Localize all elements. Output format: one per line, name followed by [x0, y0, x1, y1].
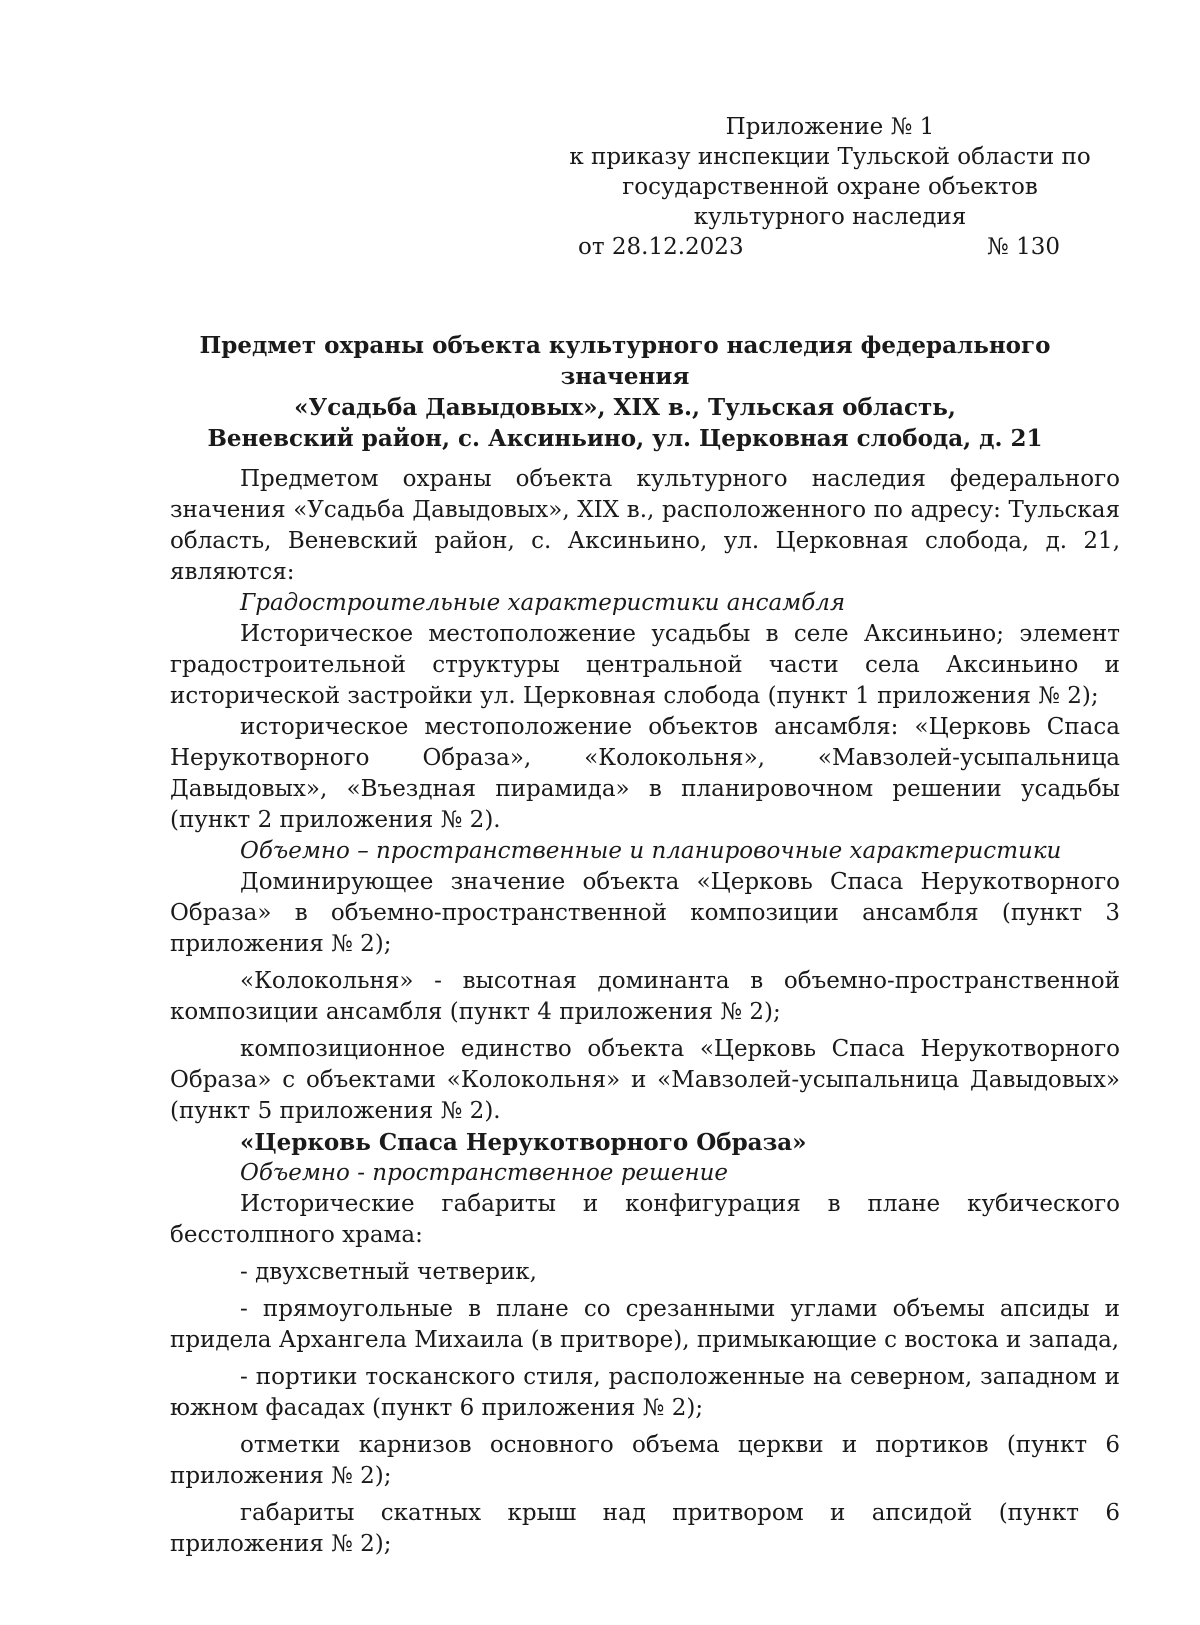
list-item: - портики тосканского стиля, расположенные на северном, западном и южном фасадах (пункт 6 приложения № 2); [170, 1364, 1120, 1421]
title-line-3: Веневский район, с. Аксиньино, ул. Церковная слобода, д. 21 [207, 425, 1043, 452]
title-line-1: Предмет охраны объекта культурного наследия федерального значения [199, 332, 1051, 390]
appendix-line-3: государственной охране объектов [622, 174, 1038, 200]
order-date: от 28.12.2023 [578, 234, 744, 260]
title-line-2: «Усадьба Давыдовых», XIX в., Тульская область, [294, 394, 956, 421]
paragraph: Исторические габариты и конфигурация в плане кубического бесстолпного храма: [170, 1191, 1120, 1248]
paragraph-intro: Предметом охраны объекта культурного наследия федерального значения «Усадьба Давыдовых», XIX в., расположенного по адресу: Тульская область, Веневский район, с. Аксиньино, ул. Церковная слобода, д. 21, являются: [170, 466, 1120, 585]
paragraph: историческое местоположение объектов ансамбля: «Церковь Спаса Нерукотворного Образа», «Колокольня», «Мавзолей-усыпальница Давыдовых», «Въездная пирамида» в планировочном решении усадьбы (пункт 2 приложения № 2). [170, 714, 1120, 833]
appendix-line-4: культурного наследия [693, 204, 967, 230]
paragraph: Историческое местоположение усадьбы в селе Аксиньино; элемент градостроительной структуры центральной части села Аксиньино и исторической застройки ул. Церковная слобода (пункт 1 приложения № 2); [170, 621, 1120, 709]
section-heading-church: «Церковь Спаса Нерукотворного Образа» [240, 1129, 807, 1156]
list-item: - прямоугольные в плане со срезанными углами объемы апсиды и придела Архангела Михаила (в притворе), примыкающие с востока и запада, [170, 1296, 1120, 1353]
document-body [170, 464, 1120, 1560]
subsection-heading-volume: Объемно - пространственное решение [240, 1160, 729, 1186]
document-title [150, 330, 1100, 454]
appendix-line-1: Приложение № 1 [725, 114, 935, 140]
paragraph: отметки карнизов основного объема церкви и портиков (пункт 6 приложения № 2); [170, 1432, 1120, 1489]
appendix-header [560, 112, 1100, 262]
appendix-line-2: к приказу инспекции Тульской области по [569, 144, 1091, 170]
order-date-line [560, 232, 1100, 262]
paragraph: Доминирующее значение объекта «Церковь Спаса Нерукотворного Образа» в объемно-пространственной композиции ансамбля (пункт 3 приложения № 2); [170, 869, 1120, 957]
order-number: № 130 [987, 234, 1060, 260]
list-item: - двухсветный четверик, [240, 1259, 537, 1285]
paragraph: габариты скатных крыш над притвором и апсидой (пункт 6 приложения № 2); [170, 1500, 1120, 1557]
paragraph: «Колокольня» - высотная доминанта в объемно-пространственной композиции ансамбля (пункт 4 приложения № 2); [170, 968, 1120, 1025]
section-heading-urban: Градостроительные характеристики ансамбля [240, 590, 846, 616]
section-heading-volume: Объемно – пространственные и планировочные характеристики [240, 838, 1062, 864]
paragraph: композиционное единство объекта «Церковь Спаса Нерукотворного Образа» с объектами «Колокольня» и «Мавзолей-усыпальница Давыдовых» (пункт 5 приложения № 2). [170, 1036, 1120, 1124]
